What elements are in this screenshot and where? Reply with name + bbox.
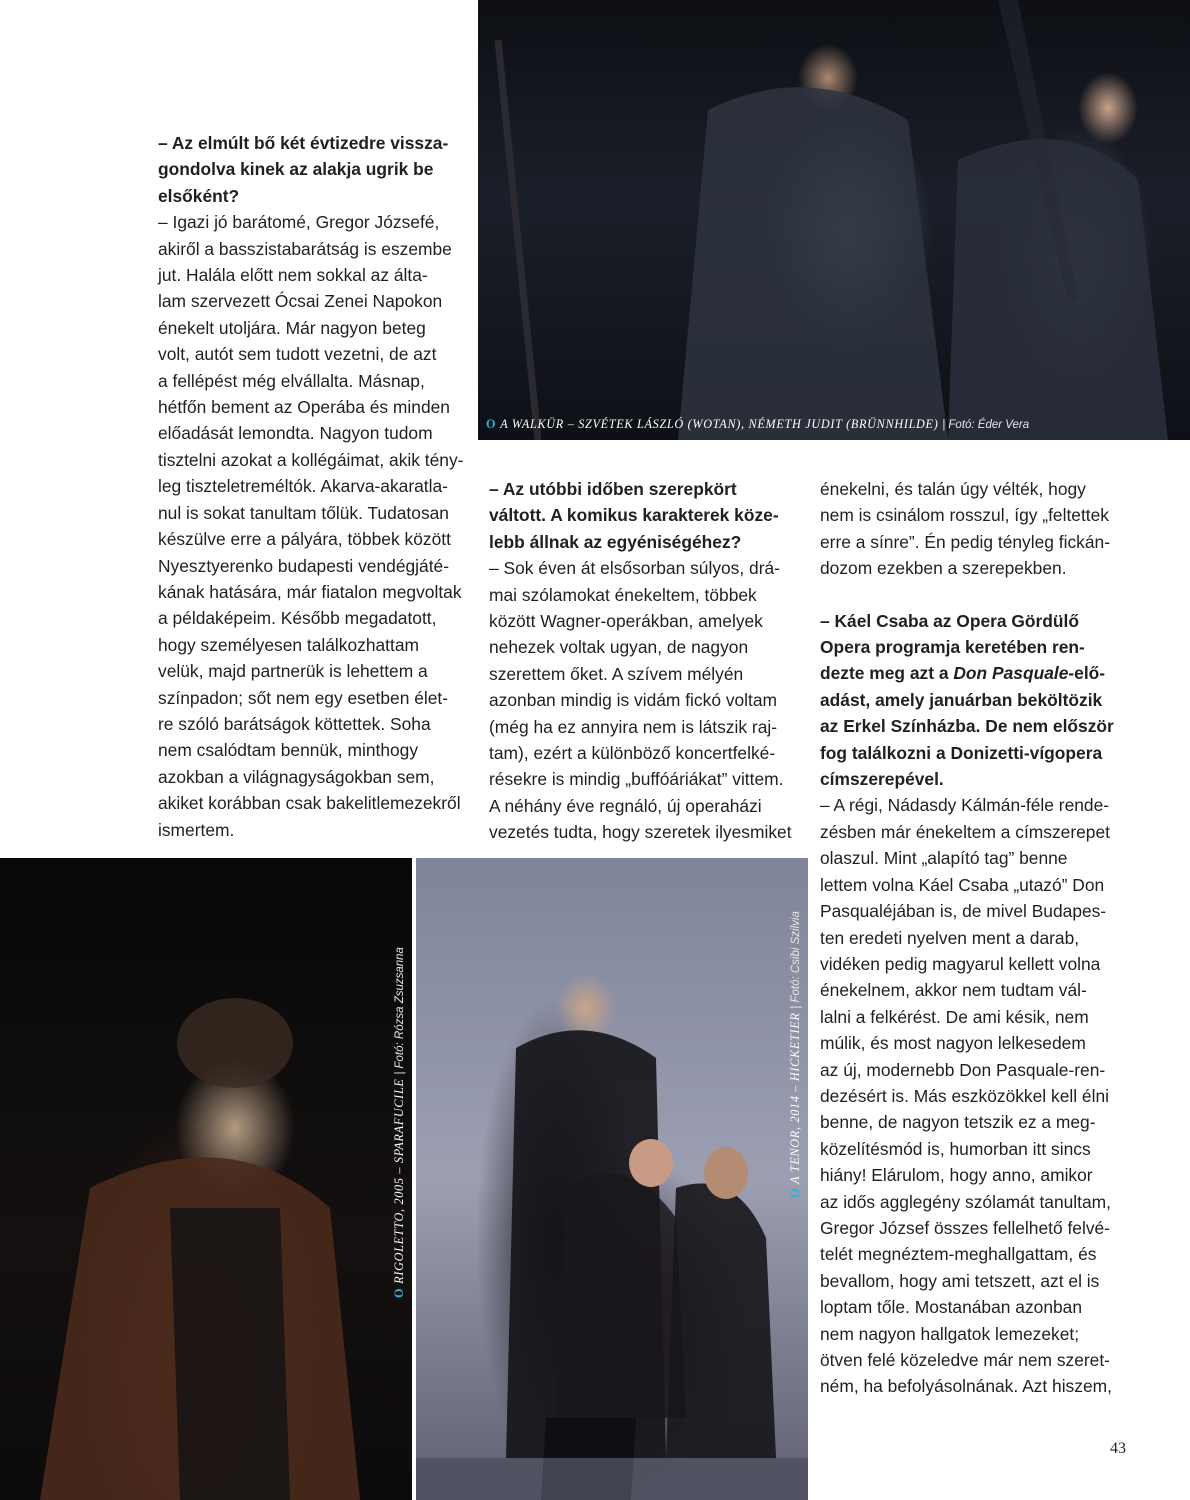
answer-line: énekelni, és talán úgy vélték, hogy <box>820 479 1086 499</box>
answer-line: hiány! Elárulom, hogy anno, amikor <box>820 1165 1093 1186</box>
answer-line: vezetés tudta, hogy szeretek ilyesmiket <box>489 822 792 843</box>
answer-line: re szóló barátságok köttettek. Soha <box>158 713 431 734</box>
answer-line: velük, majd partnerük is lehettem a <box>158 661 428 682</box>
page-number: 43 <box>1110 1440 1126 1457</box>
answer-line: lalni a felkérést. De ami késik, nem <box>820 1006 1089 1027</box>
answer-line: ten eredeti nyelven ment a darab, <box>820 927 1080 948</box>
column-2 <box>489 476 799 846</box>
answer-line: énekelnem, akkor nem tudtam vál- <box>820 980 1087 1001</box>
question-line: adást, amely januárban beköltözik <box>820 689 1103 710</box>
answer-line: akiket korábban csak bakelitlemezekről <box>158 793 461 814</box>
answer-line: hogy személyesen találkozhattam <box>158 634 419 655</box>
answer-line: A néhány éve regnáló, új operaházi <box>489 795 762 816</box>
photo-caption-tenor <box>788 911 803 1198</box>
interview-question-2 <box>489 476 799 555</box>
answer-line: – Igazi jó barátomé, Gregor Józsefé, <box>158 212 440 233</box>
answer-line: Nyesztyerenko budapesti vendégjáté- <box>158 555 449 576</box>
answer-line: előadását lemondta. Nagyon tudom <box>158 423 433 444</box>
interview-question-1 <box>158 130 468 209</box>
answer-line: a példaképeim. Később megadatott, <box>158 608 437 629</box>
answer-line: loptam tőle. Mostanában azonban <box>820 1297 1083 1318</box>
answer-line: között Wagner-operákban, amelyek <box>489 611 763 632</box>
answer-line: ismertem. <box>158 819 235 840</box>
question-line: – Az utóbbi időben szerepkört <box>489 479 737 499</box>
opera-title: Don Pasquale <box>953 663 1069 684</box>
answer-line: múlik, és most nagyon lelkesedem <box>820 1033 1086 1054</box>
photo-tenor <box>416 858 808 1500</box>
answer-line: nem is csinálom rosszul, így „feltettek <box>820 505 1109 526</box>
caption-marker-icon: O <box>392 1287 406 1298</box>
question-line: dezte meg azt a Don Pasquale-elő- <box>820 663 1106 684</box>
photo-caption-rigoletto <box>392 947 407 1298</box>
answer-line: ném, ha befolyásolnának. Azt hiszem, <box>820 1376 1112 1397</box>
answer-line: lettem volna Káel Csaba „utazó” Don <box>820 874 1105 895</box>
photo-caption-walkur <box>486 417 1029 432</box>
answer-line: olaszul. Mint „alapító tag” benne <box>820 848 1068 869</box>
answer-line: – Sok éven át elsősorban súlyos, drá- <box>489 558 780 579</box>
answer-line: közelítésmód is, humorban itt sincs <box>820 1138 1091 1159</box>
answer-line: bevallom, hogy ami tetszett, azt el is <box>820 1270 1100 1291</box>
answer-line: nem csalódtam bennük, minthogy <box>158 740 419 761</box>
tenor-figures <box>416 858 808 1500</box>
answer-line: színpadon; sőt nem egy esetben élet- <box>158 687 449 708</box>
answer-line: mai szólamokat énekeltem, többek <box>489 584 757 605</box>
interview-answer-2 <box>489 555 799 845</box>
question-line: – Az elmúlt bő két évtizedre vissza- <box>158 133 449 153</box>
answer-continuation <box>820 476 1130 582</box>
answer-line: dozom ezekben a szerepekben. <box>820 558 1067 579</box>
answer-line: a fellépést még elvállalta. Másnap, <box>158 370 425 391</box>
answer-line: Pasqualéjában is, de mivel Budapes- <box>820 901 1107 922</box>
question-line: elsőként? <box>158 185 240 206</box>
answer-line: dezésért is. Más eszközökkel kell élni <box>820 1085 1109 1106</box>
answer-line: készülve erre a pályára, többek között <box>158 529 451 550</box>
photo-credit: | Fotó: Rózsa Zsuzsanna <box>394 947 406 1075</box>
answer-line: kának hatására, már fiatalon megvoltak <box>158 581 462 602</box>
answer-line: erre a sínre”. Én pedig tényleg fickán- <box>820 531 1110 552</box>
question-line: gondolva kinek az alakja ugrik be <box>158 159 434 180</box>
answer-line: zésben már énekeltem a címszerepet <box>820 821 1110 842</box>
interview-answer-1 <box>158 209 468 843</box>
question-line: Opera programja keretében ren- <box>820 637 1085 658</box>
photo-credit: | Fotó: Éder Vera <box>942 419 1030 431</box>
interview-answer-3 <box>820 792 1130 1399</box>
column-3 <box>820 476 1130 1400</box>
answer-line: nem nagyon hallgatok lemezeket; <box>820 1323 1080 1344</box>
answer-line: nul is sokat tanultam tőlük. Tudatosan <box>158 502 449 523</box>
answer-line: leg tiszteletreméltók. Akarva-akaratla- <box>158 476 448 497</box>
answer-line: énekelt utoljára. Már nagyon beteg <box>158 317 426 338</box>
answer-line: vidéken pedig magyarul kellett volna <box>820 953 1101 974</box>
caption-marker-icon: O <box>486 417 497 431</box>
photo-walkur <box>478 0 1190 440</box>
answer-line: résekre is mindig „buffóáriákat” vittem. <box>489 769 784 790</box>
answer-line: jut. Halála előtt nem sokkal az álta- <box>158 265 428 286</box>
rigoletto-figure <box>0 858 412 1500</box>
caption-marker-icon: O <box>788 1187 802 1198</box>
caption-text: A TENOR, 2014 – HICKETIER <box>788 1012 802 1184</box>
answer-line: (még ha ez annyira nem is látszik raj- <box>489 716 778 737</box>
answer-line: az idős agglegény szólamát tanultam, <box>820 1191 1111 1212</box>
answer-line: – A régi, Nádasdy Kálmán-féle rende- <box>820 795 1110 816</box>
photo-rigoletto <box>0 858 412 1500</box>
answer-line: ötven felé közeledve már nem szeret- <box>820 1350 1110 1370</box>
question-line: címszerepével. <box>820 769 944 790</box>
answer-line: hétfőn bement az Operába és minden <box>158 397 450 418</box>
answer-line: benne, de nagyon tetszik ez a meg- <box>820 1112 1096 1133</box>
answer-line: nehezek voltak ugyan, de nagyon <box>489 637 749 658</box>
answer-line: szerettem őket. A szívem mélyén <box>489 663 744 684</box>
answer-line: azokban a világnagyságokban sem, <box>158 766 435 787</box>
answer-line: tisztelni azokat a kollégáimat, akik tény- <box>158 449 464 470</box>
caption-text: A WALKÜR – SZVÉTEK LÁSZLÓ (WOTAN), NÉMETH JUDIT (BRÜNNHILDE) <box>500 417 939 431</box>
answer-line: telét megnéztem-meghallgattam, és <box>820 1244 1097 1265</box>
question-line: az Erkel Színházba. De nem először <box>820 716 1114 737</box>
walkur-figures <box>478 0 1190 440</box>
answer-line: volt, autót sem tudott vezetni, de azt <box>158 344 437 365</box>
question-line: lebb állnak az egyéniségéhez? <box>489 531 742 552</box>
answer-line: akiről a basszistabarátság is eszembe <box>158 238 452 259</box>
question-line: fog találkozni a Donizetti-vígopera <box>820 742 1103 763</box>
answer-line: az új, modernebb Don Pasquale-ren- <box>820 1059 1106 1080</box>
question-line: – Káel Csaba az Opera Gördülő <box>820 610 1080 631</box>
caption-text: RIGOLETTO, 2005 – SPARAFUCILE <box>392 1078 406 1284</box>
answer-line: azonban mindig is vidám fickó voltam <box>489 690 778 711</box>
column-1 <box>158 130 468 843</box>
question-line: váltott. A komikus karakterek köze- <box>489 505 779 526</box>
answer-line: lam szervezett Ócsai Zenei Napokon <box>158 291 443 312</box>
answer-line: Gregor József összes fellelhető felvé- <box>820 1217 1110 1238</box>
answer-line: tam), ezért a különböző koncertfelké- <box>489 743 776 764</box>
photo-credit: | Fotó: Csibi Szilvia <box>790 911 802 1009</box>
interview-question-3 <box>820 608 1130 793</box>
